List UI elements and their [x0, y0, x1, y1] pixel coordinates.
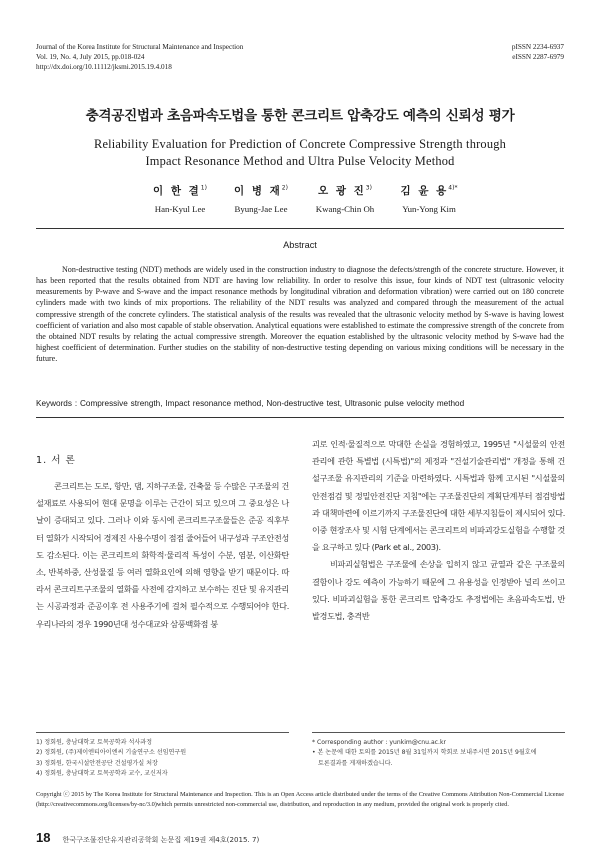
author-name-en: Byung-Jae Lee [234, 204, 288, 214]
body-paragraph: 괴로 인적·물질적으로 막대한 손실을 경험하였고, 1995년 "시설물의 안전관리에 관한 특별법 (시특법)"의 제정과 "건설기술관리법" 개정을 통해 건설구조물 유지관리의 기준을 마련하였다. 시특법과 함께 고시된 "시설물의 안전점검 및 정밀안전진단 지침"에는 구조물진단의 계획단계부터 점검방법과 대책마련에 이르기까지 구조물진단에 대한 세부지침들이 제시되어 있다. 이중 현장조사 및 시험 단계에서는 콘크리트의 비파괴강도실험을 수행할 것을 요구하고 있다 (Park et al., 2003). [312, 439, 565, 553]
issn-block [512, 42, 564, 62]
author-affiliation-mark: 4)* [448, 184, 458, 192]
body-paragraph: 콘크리트는 도로, 항만, 댐, 지하구조물, 건축물 등 수많은 구조물의 건설재료로 사용되어 현대 문명을 이루는 근간이 되고 있으며 그 중요성은 나날이 증대되고 있다. 그러나 이와 동시에 콘크리트구조물들은 준공 직후부터 열화가 시작되어 경제진 사용수명이 점점 줄어들어 내구성과 구조안전성도 감소된다. 이는 콘크리트의 화학적·물리적 특성이 수분, 염분, 이산화탄소, 반복하중, 산성물질 등 여러 열화요인에 의해 영향을 받기 때문이다. 따라서 콘크리트구조물의 열화를 사전에 감지하고 보수하는 진단 및 유지관리는 시공과정과 준공이후 전 사용주기에 걸쳐 필수적으로 수행되어야 한다. 우리나라의 경우 1990년대 성수대교와 삼풍백화점 붕 [36, 481, 289, 629]
author-name-en: Yun-Yong Kim [402, 204, 456, 214]
abstract-heading: Abstract [283, 240, 317, 250]
footnote: 4) 정회원, 충남대학교 토목공학과 교수, 교신저자 [36, 770, 168, 778]
author-name-kr: 김 윤 용 [400, 185, 449, 197]
footnote: • 본 논문에 대한 토의를 2015년 8월 31일까지 학회로 보내주시면 2015년 9월호에 [312, 749, 537, 757]
footnote-divider [36, 732, 289, 733]
abstract-text: Non-destructive testing (NDT) methods are widely used in the construction industry to diagnose the defects/strength of the concrete structure. However, it has been reported that the results obtained from NDT are having low reliability. In order to resolve this issue, four kinds of NDT test (ultrasonic velocity measurements by P-wave and S-wave and the impact resonance methods by longitudinal vibration and deformation vibration) were carried out on 180 concrete cylinders made with two kinds of mix proportions. The reliability of the NDT results was analyzed and compared through the measurement of the actual compressive strength of the concrete cylinders. The statistical analysis of the results was revealed that the ultrasonic velocity method by S-wave is having lowest coefficient of variation and also most capable of stable observation. Analytical equations were established to estimate the compressive strength of the concrete from the obtained NDT results by relating the actual compressive strength. Moreover the equation established by the ultrasonic velocity method by S-wave had the highest coefficient of determination. Further studies on the stability of non-destructive testing depending on various mixing conditions will be necessary in the future. [36, 265, 564, 364]
journal-name: Journal of the Korea Institute for Structural Maintenance and Inspection [36, 43, 244, 51]
journal-header [36, 42, 243, 72]
author-affiliation-mark: 1) [200, 184, 207, 192]
page-footer [36, 830, 564, 845]
footnote: 토론결과를 게재하겠습니다. [318, 759, 393, 767]
author-name-kr: 오 광 진 [318, 185, 366, 197]
footnote: 3) 정회원, 한국시설안전공단 건설평가실 처장 [36, 759, 158, 767]
author-name-kr: 이 한 결 [153, 185, 201, 197]
correspondence-footnotes [312, 738, 565, 769]
keywords: Keywords : Compressive strength, Impact resonance method, Non-destructive test, Ultrasonic pulse velocity method [36, 399, 465, 408]
copyright-notice: Copyright ⓒ 2015 by The Korea Institute for Structural Maintenance and Inspection. This is an Open Access article distributed under the terms of the Creative Commons Attribution Non-Commercial License (http://creativecommons.org/licenses/by-nc/3.0)which permits unrestricted non-commercial use, distribution, and reproduction in any medium, provided the original work is properly cited. [36, 791, 564, 808]
author-name-en: Han-Kyul Lee [154, 204, 206, 214]
body-column-left [36, 436, 289, 633]
abstract-section [36, 228, 564, 418]
footnote: 1) 정회원, 충남대학교 토목공학과 석사과정 [36, 739, 153, 746]
korean-title: 충격공진법과 초음파속도법을 통한 콘크리트 압축강도 예측의 신뢰성 평가 [85, 108, 515, 124]
english-title-line2: Impact Resonance Method and Ultra Pulse Velocity Method [145, 154, 455, 168]
author-affiliation-mark: 3) [365, 184, 372, 192]
doi-link[interactable]: http://dx.doi.org/10.11112/jksmi.2015.19.4.018 [36, 63, 172, 71]
journal-volume: Vol. 19, No. 4, July 2015, pp.018-024 [36, 53, 145, 61]
author-name-kr: 이 병 재 [234, 185, 282, 197]
body-paragraph: 비파괴실험법은 구조물에 손상을 입히지 않고 균열과 같은 구조물의 결함이나 강도 예측이 가능하기 때문에 그 유용성을 인정받아 널리 쓰이고 있다. 비파괴실험을 통한 콘크리트 압축강도 추정법에는 초음파속도법, 반발경도법, 충격반 [312, 559, 565, 622]
journal-citation-kr: 한국구조물진단유지관리공학회 논문집 제19권 제4호(2015. 7) [62, 835, 260, 844]
body-column-right [312, 436, 565, 625]
english-title [0, 136, 600, 170]
page-number: 18 [36, 830, 51, 845]
eissn: eISSN 2287-6979 [512, 53, 564, 61]
section-heading: 1. 서 론 [36, 455, 76, 466]
author-affiliation-mark: 2) [281, 184, 288, 192]
author-name-en: Kwang-Chin Oh [315, 204, 375, 214]
footnote-divider [312, 732, 565, 733]
corresponding-author: * Corresponding author : yunkim@cnu.ac.kr [312, 739, 447, 746]
english-title-line1: Reliability Evaluation for Prediction of Concrete Compressive Strength through [93, 137, 507, 151]
affiliation-footnotes [36, 738, 289, 780]
footnote: 2) 정회원, (주)제이엔티아이엔씨 기술연구소 선임연구원 [36, 749, 187, 757]
pissn: pISSN 2234-6937 [511, 43, 564, 51]
author [374, 183, 484, 214]
